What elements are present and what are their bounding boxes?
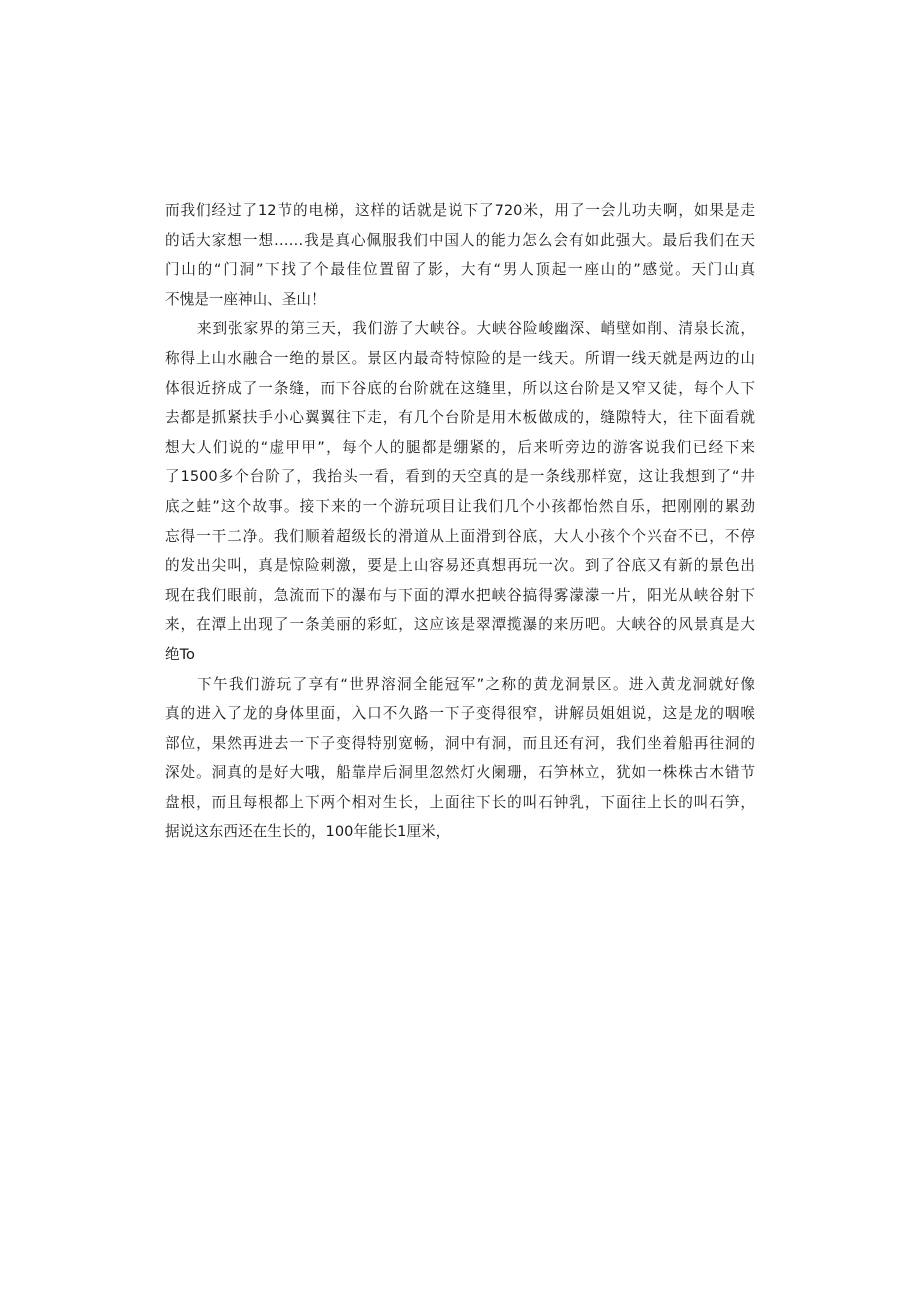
text-line: 盘根，而且每根都上下两个相对生长，上面往下长的叫石钟乳，下面往上长的叫石笋， xyxy=(165,793,755,811)
text-line: 不愧是一座神山、圣山！ xyxy=(165,290,326,308)
text-line: 的发出尖叫，真是惊险刺激，要是上山容易还真想再玩一次。到了谷底又有新的景色出 xyxy=(165,557,755,575)
text-line: 真的进入了龙的身体里面，入口不久路一下子变得很窄，讲解员姐姐说，这是龙的咽喉 xyxy=(165,705,755,723)
paragraph-start-line: 下午我们游玩了享有“世界溶洞全能冠军”之称的黄龙洞景区。进入黄龙洞就好像 xyxy=(197,675,755,693)
text-line: 来，在潭上出现了一条美丽的彩虹，这应该是翠潭揽瀑的来历吧。大峡谷的风景真是大 xyxy=(165,616,755,634)
text-line: 门山的“门洞”下找了个最佳位置留了影，大有“男人顶起一座山的”感觉。天门山真 xyxy=(165,261,755,279)
text-line: 现在我们眼前，急流而下的瀑布与下面的潭水把峡谷搞得雾濛濛一片，阳光从峡谷射下 xyxy=(165,586,755,604)
text-line: 据说这东西还在生长的，100年能长1厘米， xyxy=(165,823,451,841)
text-line: 深处。洞真的是好大哦，船靠岸后洞里忽然灯火阑珊，石笋林立，犹如一株株古木错节 xyxy=(165,764,755,782)
text-line: 体很近挤成了一条缝，而下谷底的台阶就在这缝里，所以这台阶是又窄又徒，每个人下 xyxy=(165,379,755,397)
text-line: 称得上山水融合一绝的景区。景区内最奇特惊险的是一线天。所谓一线天就是两边的山 xyxy=(165,349,755,367)
text-line: 想大人们说的“虚甲甲”，每个人的腿都是绷紧的，后来听旁边的游客说我们已经下来 xyxy=(165,438,755,456)
text-line: 底之蛙”这个故事。接下来的一个游玩项目让我们几个小孩都怡然自乐，把刚刚的累劲 xyxy=(165,497,755,515)
paragraph-start-line: 来到张家界的第三天，我们游了大峡谷。大峡谷险峻幽深、峭壁如削、清泉长流， xyxy=(197,320,755,338)
text-line: 去都是抓紧扶手小心翼翼往下走，有几个台阶是用木板做成的，缝隙特大，往下面看就 xyxy=(165,409,755,427)
text-line: 的话大家想一想……我是真心佩服我们中国人的能力怎么会有如此强大。最后我们在天 xyxy=(165,231,755,249)
text-line: 了1500多个台阶了，我抬头一看，看到的天空真的是一条线那样宽，这让我想到了“井 xyxy=(165,468,755,486)
body-text xyxy=(165,196,755,847)
text-line: 而我们经过了12节的电梯，这样的话就是说下了720米，用了一会儿功夫啊，如果是走 xyxy=(165,202,755,219)
text-line: 绝To xyxy=(165,645,195,663)
text-line: 部位，果然再进去一下子变得特别宽畅，洞中有洞，而且还有河，我们坐着船再往洞的 xyxy=(165,734,755,752)
text-line: 忘得一干二净。我们顺着超级长的滑道从上面滑到谷底，大人小孩个个兴奋不已，不停 xyxy=(165,527,755,545)
